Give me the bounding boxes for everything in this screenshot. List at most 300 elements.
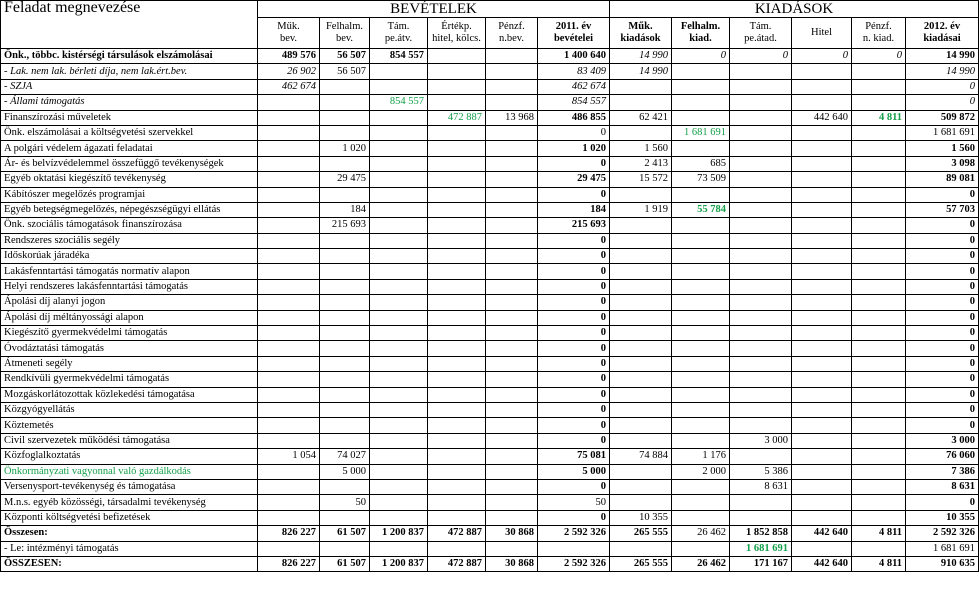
- table-cell: [730, 79, 792, 94]
- table-cell: [730, 264, 792, 279]
- table-cell: [792, 279, 852, 294]
- table-cell: [792, 341, 852, 356]
- task-name-header: Feladat megnevezése: [1, 1, 258, 49]
- table-cell: 14 990: [610, 64, 672, 79]
- table-cell: [320, 341, 370, 356]
- table-cell: [610, 495, 672, 510]
- table-cell: 2 413: [610, 156, 672, 171]
- table-cell: 489 576: [258, 49, 320, 64]
- table-row: [1, 187, 979, 202]
- table-cell: [672, 418, 730, 433]
- table-cell: 89 081: [906, 172, 979, 187]
- row-label: - Állami támogatás: [1, 95, 258, 110]
- table-cell: 0: [906, 372, 979, 387]
- table-cell: [792, 95, 852, 110]
- table-cell: 4 811: [852, 526, 906, 541]
- table-cell: 50: [538, 495, 610, 510]
- table-cell: [852, 218, 906, 233]
- table-cell: [370, 249, 428, 264]
- table-cell: [370, 449, 428, 464]
- table-row: [1, 295, 979, 310]
- table-row: [1, 372, 979, 387]
- table-cell: [258, 95, 320, 110]
- table-cell: [610, 464, 672, 479]
- table-cell: [852, 541, 906, 556]
- table-cell: 0: [906, 79, 979, 94]
- table-cell: 0: [538, 310, 610, 325]
- table-cell: [370, 79, 428, 94]
- table-cell: [792, 387, 852, 402]
- table-cell: [672, 79, 730, 94]
- table-cell: 0: [906, 310, 979, 325]
- table-cell: [258, 541, 320, 556]
- table-cell: [792, 156, 852, 171]
- expense-col-header-line2: kiadásai: [923, 33, 961, 44]
- table-cell: [610, 233, 672, 248]
- table-cell: [792, 356, 852, 371]
- table-cell: [730, 141, 792, 156]
- row-label: Kiegészítő gyermekvédelmi támogatás: [1, 326, 258, 341]
- table-cell: 472 887: [428, 110, 486, 125]
- table-cell: [672, 495, 730, 510]
- table-cell: [610, 295, 672, 310]
- table-cell: [320, 418, 370, 433]
- table-cell: [486, 433, 538, 448]
- table-row: [1, 495, 979, 510]
- table-cell: [370, 125, 428, 140]
- table-row: [1, 79, 979, 94]
- table-cell: 1 200 837: [370, 556, 428, 571]
- table-cell: [672, 326, 730, 341]
- table-cell: 0: [538, 264, 610, 279]
- table-cell: [320, 326, 370, 341]
- row-label: Finanszírozási műveletek: [1, 110, 258, 125]
- expense-col-header-line1: Hitel: [811, 27, 832, 38]
- income-group-header: BEVÉTELEK: [258, 1, 610, 18]
- table-cell: [730, 356, 792, 371]
- table-row: [1, 310, 979, 325]
- income-col-header-line2: hitel, kölcs.: [432, 33, 481, 44]
- table-cell: [852, 310, 906, 325]
- table-cell: 0: [538, 279, 610, 294]
- table-cell: [486, 295, 538, 310]
- expense-col-header-line2: pe.átad.: [744, 33, 777, 44]
- table-cell: [792, 541, 852, 556]
- table-cell: [730, 156, 792, 171]
- table-cell: [730, 387, 792, 402]
- table-cell: [610, 218, 672, 233]
- table-cell: [320, 233, 370, 248]
- table-row: [1, 479, 979, 494]
- expense-col-header-2: [730, 18, 792, 49]
- row-label: Civil szervezetek működési támogatása: [1, 433, 258, 448]
- table-row: [1, 402, 979, 417]
- table-cell: 0: [906, 356, 979, 371]
- table-cell: 8 631: [730, 479, 792, 494]
- table-cell: 3 000: [906, 433, 979, 448]
- table-row: [1, 449, 979, 464]
- table-cell: 75 081: [538, 449, 610, 464]
- table-cell: [370, 264, 428, 279]
- table-cell: [320, 110, 370, 125]
- table-cell: [730, 218, 792, 233]
- table-cell: [486, 187, 538, 202]
- table-cell: 1 852 858: [730, 526, 792, 541]
- table-row: [1, 326, 979, 341]
- expense-col-header-0: [610, 18, 672, 49]
- expense-col-header-line2: kiad.: [689, 33, 712, 44]
- table-cell: 1 681 691: [730, 541, 792, 556]
- table-cell: [610, 418, 672, 433]
- expense-col-header-1: [672, 18, 730, 49]
- table-cell: [730, 495, 792, 510]
- row-label: Összesen:: [1, 526, 258, 541]
- table-cell: 0: [906, 495, 979, 510]
- table-cell: [486, 79, 538, 94]
- row-label: Kábítószer megelőzés programjai: [1, 187, 258, 202]
- expense-group-header: KIADÁSOK: [610, 1, 979, 18]
- row-label: - Le: intézményi támogatás: [1, 541, 258, 556]
- expense-col-header-line1: Pénzf.: [865, 21, 892, 32]
- table-cell: [672, 341, 730, 356]
- row-label: Átmeneti segély: [1, 356, 258, 371]
- table-cell: [258, 264, 320, 279]
- table-cell: 0: [538, 402, 610, 417]
- table-cell: [486, 264, 538, 279]
- table-cell: [428, 541, 486, 556]
- table-cell: [428, 402, 486, 417]
- table-cell: [852, 172, 906, 187]
- table-cell: 0: [906, 249, 979, 264]
- table-cell: [258, 387, 320, 402]
- row-label: Óvodáztatási támogatás: [1, 341, 258, 356]
- table-cell: [852, 141, 906, 156]
- table-cell: 83 409: [538, 64, 610, 79]
- table-cell: [428, 310, 486, 325]
- row-label: Ápolási díj alanyi jogon: [1, 295, 258, 310]
- table-cell: [258, 310, 320, 325]
- income-col-header-line2: bev.: [279, 33, 298, 44]
- table-cell: 26 462: [672, 556, 730, 571]
- table-cell: 826 227: [258, 556, 320, 571]
- table-cell: 1 020: [320, 141, 370, 156]
- row-label: Ár- és belvízvédelemmel összefüggő tevékenységek: [1, 156, 258, 171]
- table-cell: [486, 387, 538, 402]
- table-cell: 854 557: [370, 49, 428, 64]
- table-cell: [486, 402, 538, 417]
- table-cell: [852, 449, 906, 464]
- row-label: Egyéb oktatási kiegészítő tevékenység: [1, 172, 258, 187]
- table-cell: [852, 387, 906, 402]
- table-cell: [730, 95, 792, 110]
- table-cell: [610, 279, 672, 294]
- table-cell: 0: [906, 295, 979, 310]
- expense-col-header-line2: n. kiad.: [862, 33, 895, 44]
- table-cell: [428, 372, 486, 387]
- table-cell: [730, 249, 792, 264]
- table-row: [1, 141, 979, 156]
- table-row: [1, 341, 979, 356]
- table-cell: 76 060: [906, 449, 979, 464]
- table-cell: [428, 418, 486, 433]
- table-row: [1, 218, 979, 233]
- table-cell: [428, 156, 486, 171]
- table-cell: 0: [538, 387, 610, 402]
- table-cell: 0: [538, 249, 610, 264]
- table-cell: [852, 479, 906, 494]
- table-cell: 442 640: [792, 110, 852, 125]
- table-cell: [486, 249, 538, 264]
- table-cell: [792, 172, 852, 187]
- table-cell: [370, 172, 428, 187]
- table-cell: 5 386: [730, 464, 792, 479]
- table-cell: 0: [538, 433, 610, 448]
- table-cell: [258, 402, 320, 417]
- table-cell: 486 855: [538, 110, 610, 125]
- table-cell: [610, 125, 672, 140]
- table-cell: [428, 202, 486, 217]
- table-row: [1, 156, 979, 171]
- expense-col-header-line2: kiadások: [620, 33, 661, 44]
- table-cell: 62 421: [610, 110, 672, 125]
- table-cell: [258, 110, 320, 125]
- table-cell: 4 811: [852, 556, 906, 571]
- table-cell: [258, 418, 320, 433]
- table-cell: [486, 279, 538, 294]
- table-cell: [672, 233, 730, 248]
- table-row: [1, 510, 979, 525]
- table-cell: [792, 64, 852, 79]
- table-cell: [320, 372, 370, 387]
- table-cell: [370, 402, 428, 417]
- table-cell: [320, 125, 370, 140]
- income-col-header-5: [538, 18, 610, 49]
- table-cell: 910 635: [906, 556, 979, 571]
- table-row: [1, 356, 979, 371]
- table-cell: [486, 141, 538, 156]
- row-label: Versenysport-tevékenység és támogatása: [1, 479, 258, 494]
- income-col-header-4: [486, 18, 538, 49]
- table-cell: 0: [906, 326, 979, 341]
- table-cell: [852, 341, 906, 356]
- table-cell: 442 640: [792, 526, 852, 541]
- table-cell: 0: [538, 510, 610, 525]
- table-cell: 13 968: [486, 110, 538, 125]
- table-cell: [610, 264, 672, 279]
- income-col-header-line1: Tám.: [387, 21, 410, 32]
- table-cell: [428, 356, 486, 371]
- table-cell: 5 000: [320, 464, 370, 479]
- table-cell: [852, 264, 906, 279]
- table-cell: [428, 479, 486, 494]
- table-cell: [610, 95, 672, 110]
- table-cell: 472 887: [428, 556, 486, 571]
- table-cell: 0: [906, 264, 979, 279]
- table-cell: 0: [792, 49, 852, 64]
- table-cell: [852, 510, 906, 525]
- table-cell: 462 674: [258, 79, 320, 94]
- table-cell: 1 020: [538, 141, 610, 156]
- table-cell: [258, 356, 320, 371]
- table-cell: [428, 233, 486, 248]
- table-cell: [486, 233, 538, 248]
- table-cell: 61 507: [320, 526, 370, 541]
- table-cell: [852, 402, 906, 417]
- table-cell: [792, 310, 852, 325]
- table-cell: 50: [320, 495, 370, 510]
- table-cell: [370, 479, 428, 494]
- table-cell: 30 868: [486, 526, 538, 541]
- table-cell: [610, 326, 672, 341]
- table-cell: [370, 295, 428, 310]
- table-cell: [486, 156, 538, 171]
- table-cell: 0: [538, 356, 610, 371]
- table-cell: [320, 402, 370, 417]
- table-cell: [486, 356, 538, 371]
- table-row: [1, 49, 979, 64]
- income-col-header-line1: Felhalm.: [325, 21, 364, 32]
- table-cell: [486, 510, 538, 525]
- row-label: Önk., többc. kistérségi társulások elszámolásai: [1, 49, 258, 64]
- table-cell: 8 631: [906, 479, 979, 494]
- table-cell: 0: [538, 233, 610, 248]
- table-cell: 0: [538, 326, 610, 341]
- table-cell: [672, 310, 730, 325]
- table-header: [1, 1, 979, 49]
- table-cell: [258, 479, 320, 494]
- expense-col-header-3: [792, 18, 852, 49]
- table-cell: [258, 249, 320, 264]
- table-cell: [730, 295, 792, 310]
- table-cell: [428, 187, 486, 202]
- table-cell: [428, 218, 486, 233]
- table-cell: 1 200 837: [370, 526, 428, 541]
- table-cell: [610, 541, 672, 556]
- table-cell: [320, 479, 370, 494]
- table-cell: [672, 479, 730, 494]
- table-cell: [320, 310, 370, 325]
- table-cell: 462 674: [538, 79, 610, 94]
- table-cell: [258, 141, 320, 156]
- table-cell: 215 693: [320, 218, 370, 233]
- table-row: [1, 464, 979, 479]
- table-cell: 29 475: [538, 172, 610, 187]
- table-cell: 0: [538, 156, 610, 171]
- table-row: [1, 541, 979, 556]
- table-cell: [486, 95, 538, 110]
- table-cell: [428, 49, 486, 64]
- table-cell: 26 902: [258, 64, 320, 79]
- table-cell: [320, 356, 370, 371]
- table-cell: [486, 464, 538, 479]
- table-cell: [672, 295, 730, 310]
- table-cell: 61 507: [320, 556, 370, 571]
- income-col-header-3: [428, 18, 486, 49]
- table-cell: [370, 356, 428, 371]
- table-cell: [320, 264, 370, 279]
- table-cell: [852, 356, 906, 371]
- table-cell: [428, 125, 486, 140]
- table-cell: [730, 310, 792, 325]
- row-label: Ápolási díj méltányossági alapon: [1, 310, 258, 325]
- table-cell: 7 386: [906, 464, 979, 479]
- table-cell: 215 693: [538, 218, 610, 233]
- table-cell: [428, 495, 486, 510]
- table-cell: [792, 233, 852, 248]
- table-cell: 1 681 691: [906, 541, 979, 556]
- table-cell: [370, 202, 428, 217]
- table-cell: 3 098: [906, 156, 979, 171]
- expense-col-header-line1: Műk.: [628, 21, 653, 32]
- table-cell: [258, 326, 320, 341]
- table-cell: [852, 233, 906, 248]
- table-cell: [610, 79, 672, 94]
- table-cell: [672, 387, 730, 402]
- table-cell: [730, 402, 792, 417]
- table-row: [1, 418, 979, 433]
- table-cell: [792, 418, 852, 433]
- table-cell: [852, 433, 906, 448]
- table-cell: [320, 79, 370, 94]
- table-cell: 4 811: [852, 110, 906, 125]
- table-row: [1, 249, 979, 264]
- table-cell: [258, 156, 320, 171]
- table-cell: 1 681 691: [672, 125, 730, 140]
- table-cell: 0: [538, 479, 610, 494]
- table-cell: [320, 541, 370, 556]
- table-cell: 0: [672, 49, 730, 64]
- table-cell: [486, 202, 538, 217]
- row-label: Rendszeres szociális segély: [1, 233, 258, 248]
- income-col-header-2: [370, 18, 428, 49]
- table-cell: [370, 326, 428, 341]
- table-cell: [486, 479, 538, 494]
- table-cell: 74 884: [610, 449, 672, 464]
- table-cell: 0: [906, 187, 979, 202]
- table-cell: 56 507: [320, 49, 370, 64]
- table-cell: 0: [538, 418, 610, 433]
- table-cell: [320, 95, 370, 110]
- table-cell: 1 054: [258, 449, 320, 464]
- table-cell: 854 557: [370, 95, 428, 110]
- table-cell: 57 703: [906, 202, 979, 217]
- table-cell: [370, 418, 428, 433]
- table-cell: [428, 279, 486, 294]
- table-cell: [792, 141, 852, 156]
- table-cell: 0: [906, 387, 979, 402]
- table-cell: 10 355: [610, 510, 672, 525]
- expense-col-header-4: [852, 18, 906, 49]
- table-cell: 826 227: [258, 526, 320, 541]
- table-cell: [852, 156, 906, 171]
- table-cell: [258, 233, 320, 248]
- table-cell: [730, 510, 792, 525]
- table-cell: [428, 341, 486, 356]
- table-cell: [792, 264, 852, 279]
- table-cell: 2 000: [672, 464, 730, 479]
- table-row: [1, 556, 979, 571]
- table-cell: [486, 495, 538, 510]
- table-cell: [852, 202, 906, 217]
- table-cell: 0: [906, 218, 979, 233]
- table-cell: [792, 495, 852, 510]
- table-cell: 265 555: [610, 526, 672, 541]
- table-cell: 73 509: [672, 172, 730, 187]
- table-cell: 265 555: [610, 556, 672, 571]
- table-cell: 1 681 691: [906, 125, 979, 140]
- table-cell: [428, 295, 486, 310]
- table-cell: [672, 95, 730, 110]
